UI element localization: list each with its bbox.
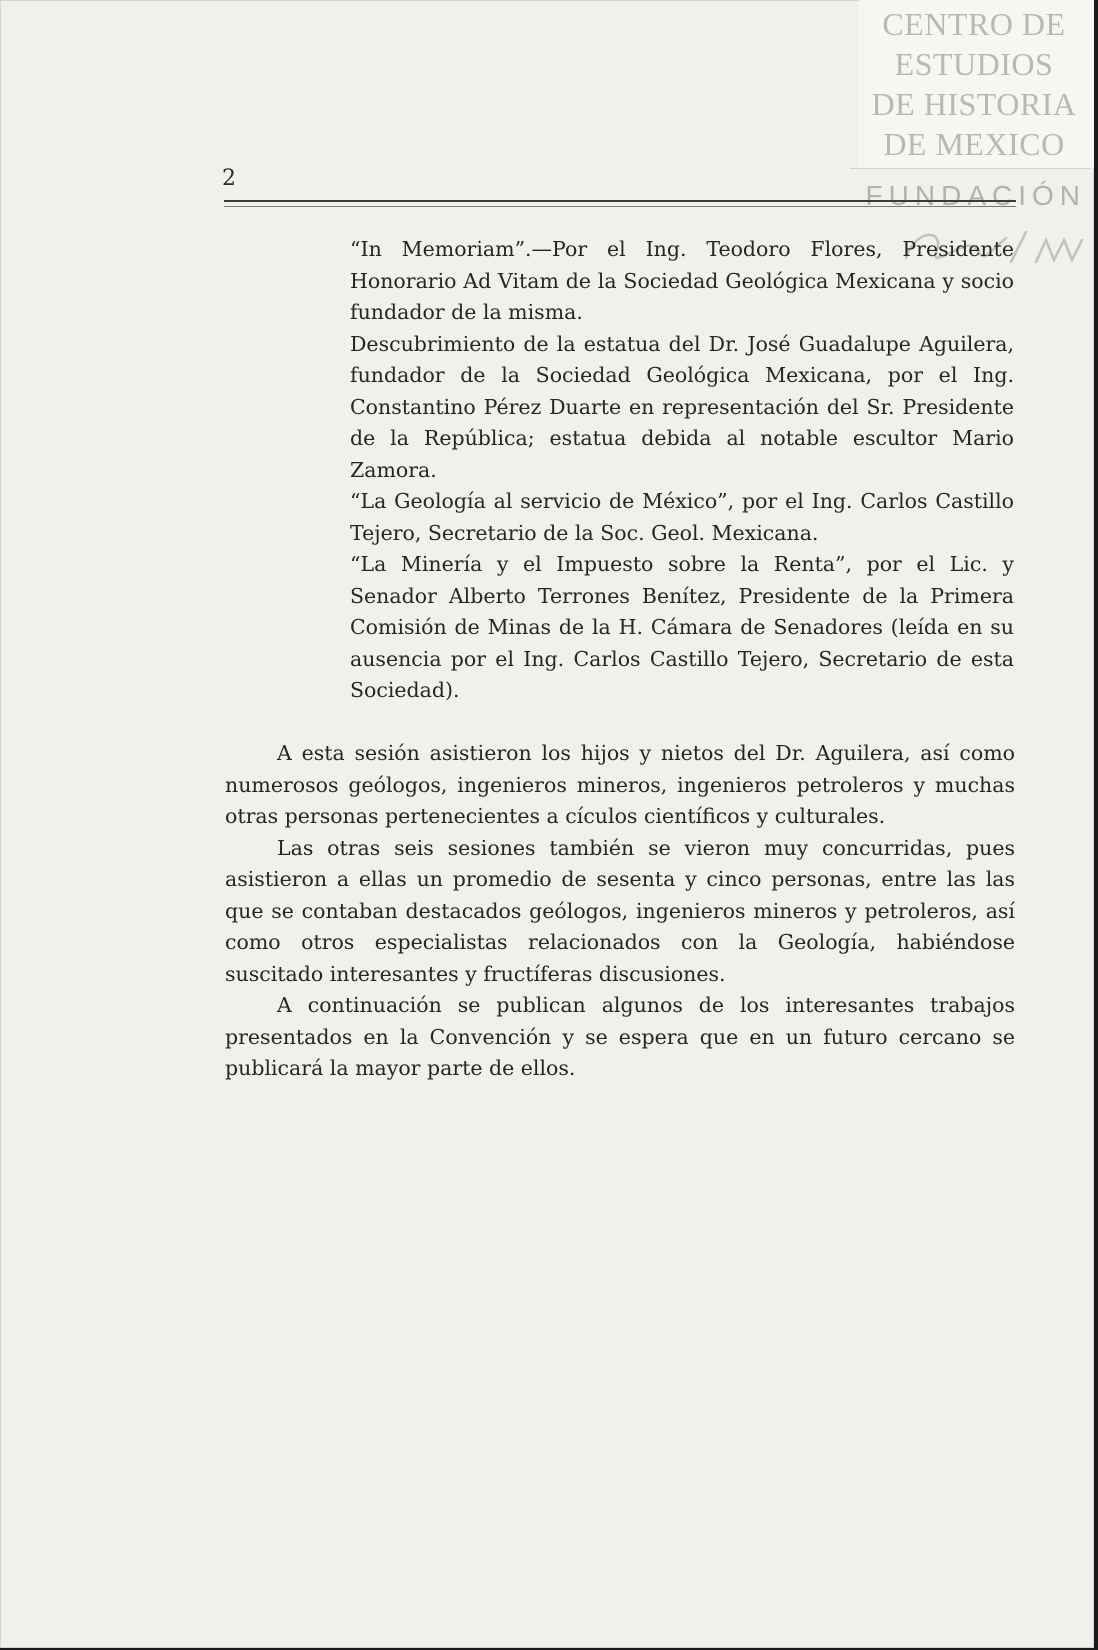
watermark-line: CENTRO DE [882, 6, 1066, 42]
watermark-line: DE HISTORIA [871, 86, 1077, 122]
body-text [225, 738, 1015, 1085]
watermark-org: FUNDACIÓN [865, 180, 1086, 211]
archive-watermark [864, 4, 1084, 164]
watermark-line: ESTUDIOS [894, 46, 1054, 82]
page-number: 2 [222, 166, 236, 191]
header-rule [224, 200, 1016, 202]
paragraph: A esta sesión asistieron los hijos y nietos del Dr. Aguilera, así como numerosos geólogos, ingenieros mineros, ingenieros petroleros y muchas otras personas pertenecientes a cículos científicos y culturales. [225, 741, 1015, 828]
program-item: “La Geología al servicio de México”, por el Ing. Carlos Castillo Tejero, Secretario de la Soc. Geol. Mexicana. [350, 489, 1014, 545]
paragraph: Las otras seis sesiones también se vieron muy concurridas, pues asistieron a ellas un promedio de sesenta y cinco personas, entre las las que se contaban destacados geólogos, ingenieros mineros y petroleros, así como otros especialistas relacionados con la Geología, habiéndose suscitado interesantes y fructíferas discusiones. [225, 835, 1015, 986]
program-item: “In Memoriam”.—Por el Ing. Teodoro Flores, Presidente Honorario Ad Vitam de la Sociedad Geológica Mexicana y socio fundador de la misma. [350, 237, 1014, 324]
program-item: Descubrimiento de la estatua del Dr. José Guadalupe Aguilera, fundador de la Sociedad Geológica Mexicana, por el Ing. Constantino Pérez Duarte en representación del Sr. Presidente de la República; estatua debida al notable escultor Mario Zamora. [350, 331, 1014, 482]
header-rule-thin [224, 206, 1016, 207]
watermark-line: DE MEXICO [883, 126, 1065, 162]
paragraph: A continuación se publican algunos de los interesantes trabajos presentados en la Convención y se espera que en un futuro cercano se publicará la mayor parte de ellos. [225, 993, 1015, 1080]
program-item: “La Minería y el Impuesto sobre la Renta”, por el Lic. y Senador Alberto Terrones Benítez, Presidente de la Primera Comisión de Minas de la H. Cámara de Senadores (leída en su ausencia por el Ing. Carlos Castillo Tejero, Secretario de esta Sociedad). [350, 552, 1014, 702]
watermark-divider [850, 168, 1090, 169]
program-list [350, 234, 1014, 707]
